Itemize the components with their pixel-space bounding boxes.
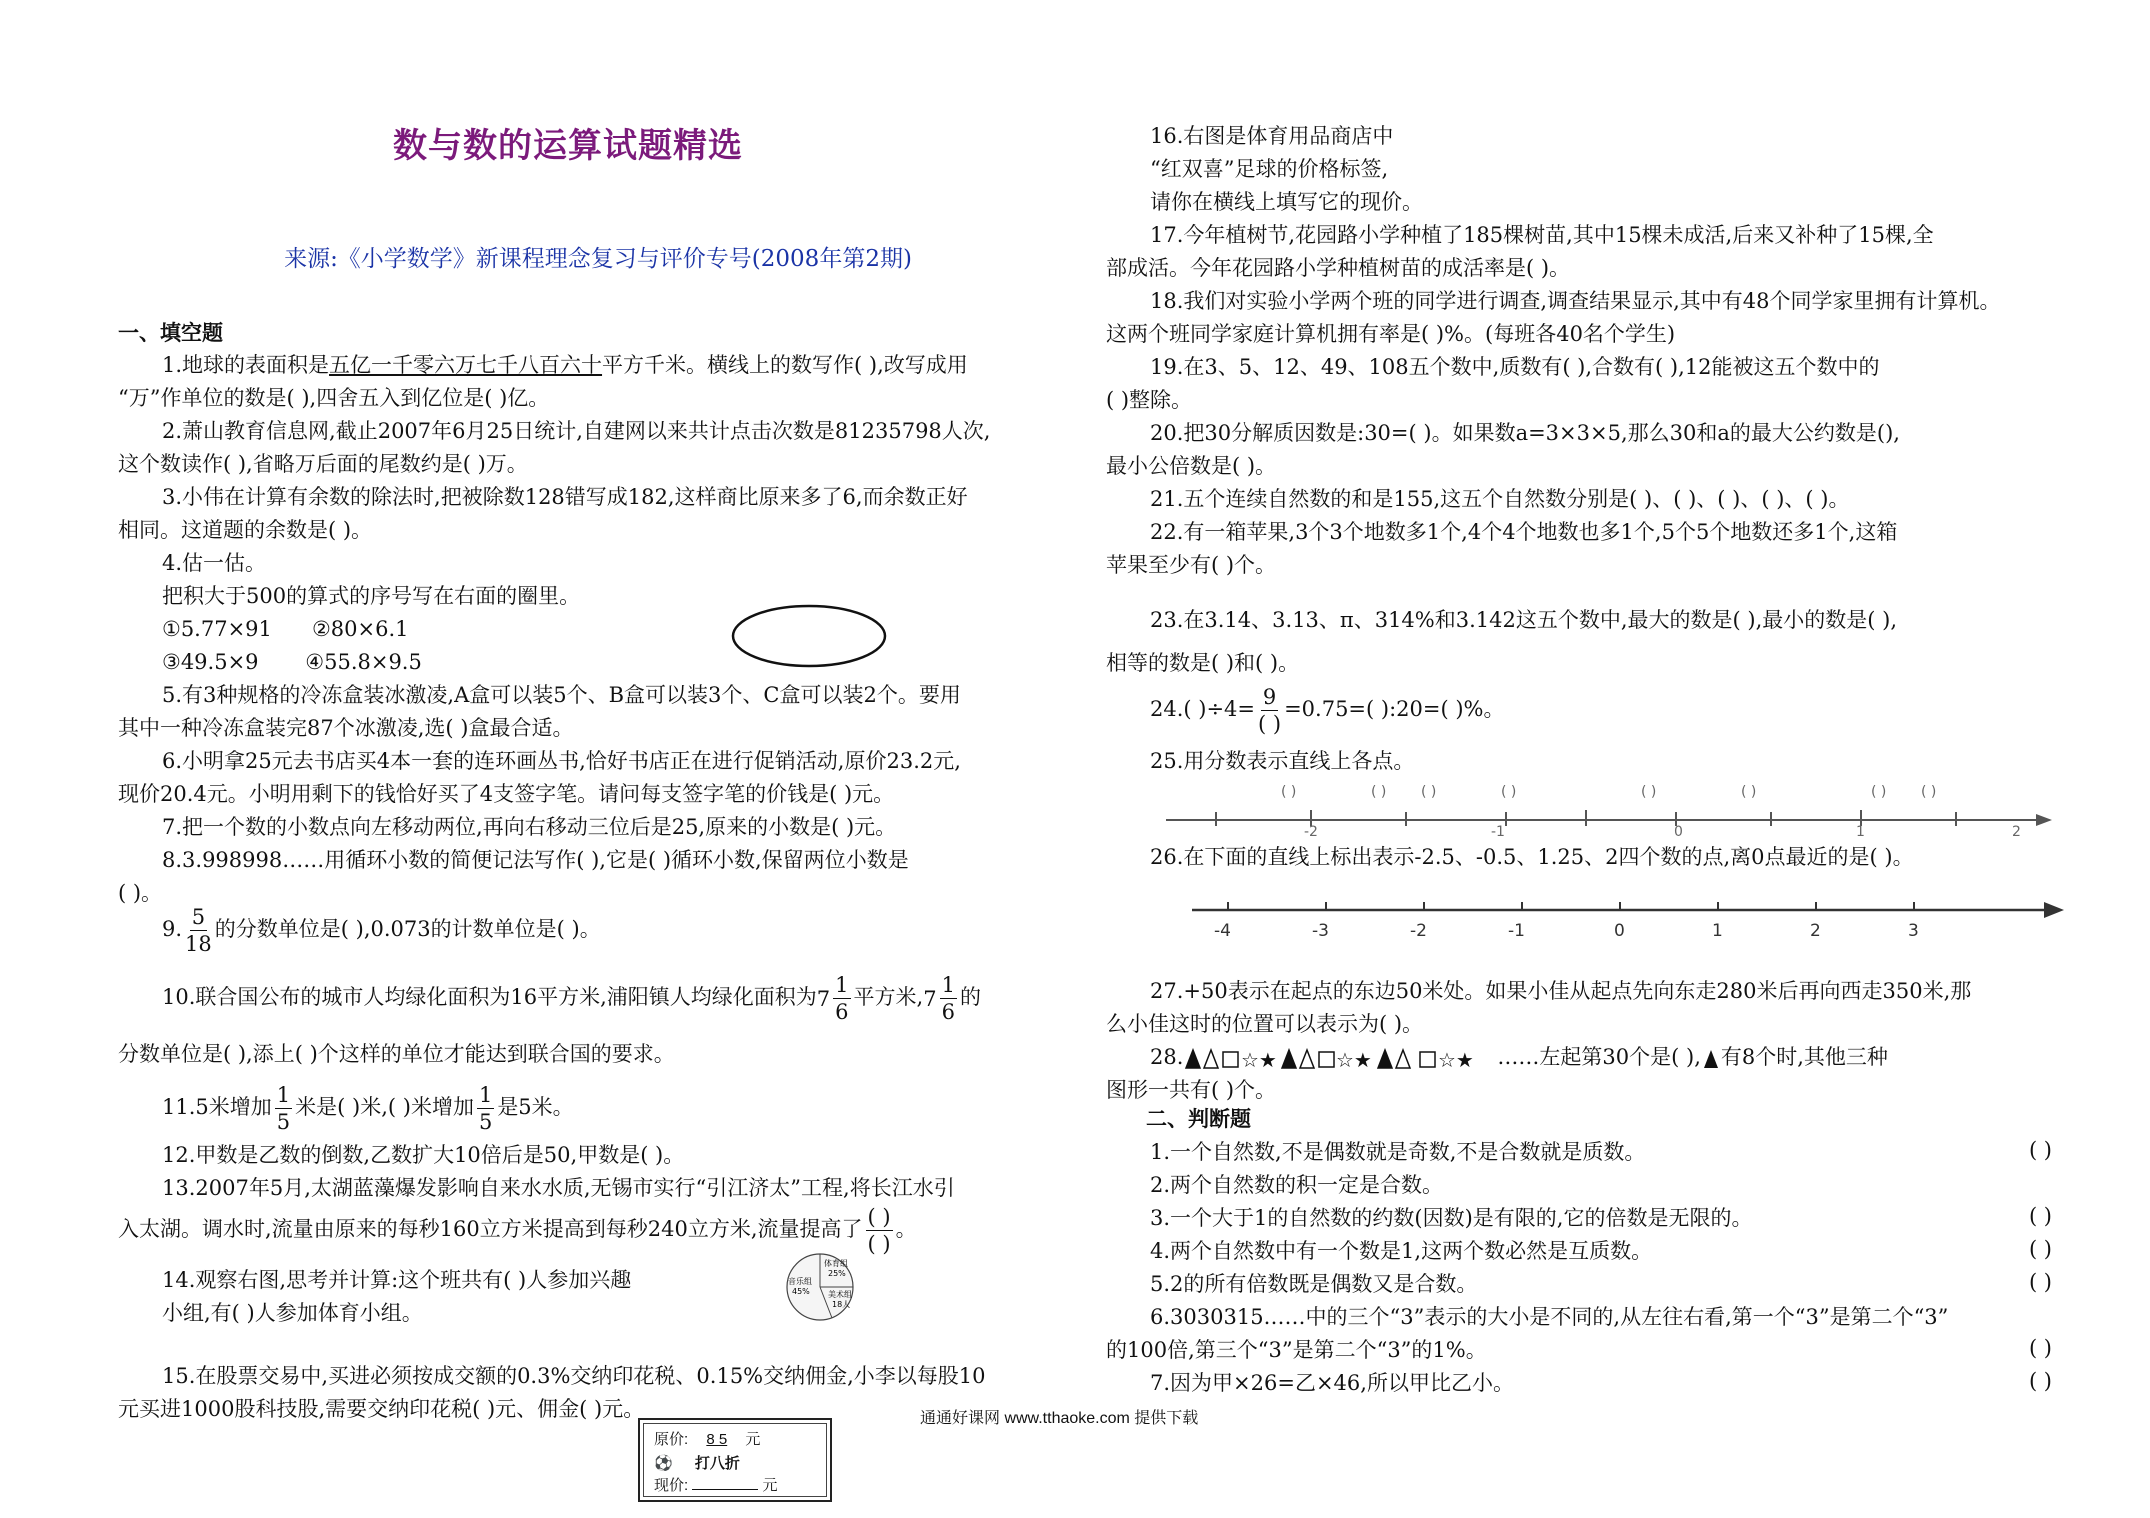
q21-line: 21.五个连续自然数的和是155,这五个自然数分别是( )、( )、( )、( )、( )。 <box>1150 487 1850 511</box>
q24-a: 24.( )÷4= <box>1150 697 1256 721</box>
q27-line-a: 27.+50表示在起点的东边50米处。如果小佳从起点先向东走280米后再向西走350米,那 <box>1150 979 1972 1003</box>
pie-count-art: 18人 <box>832 1300 851 1309</box>
q13-text: 入太湖。调水时,流量由原来的每秒160立方米提高到每秒240立方米,流量提高了 <box>118 1217 863 1241</box>
tag-orig-unit: 元 <box>745 1431 761 1448</box>
pie-label-sports: 体育组 <box>824 1259 848 1268</box>
q3-line-b: 相同。这道题的余数是( )。 <box>118 518 373 542</box>
j7-paren[interactable]: ( ) <box>2028 1369 2052 1393</box>
svg-text:( ): ( ) <box>1501 784 1517 800</box>
q11-line <box>162 1082 574 1135</box>
q4-line-c: ①5.77×91 ②80×6.1 <box>162 617 409 641</box>
j1-paren[interactable]: ( ) <box>2028 1138 2052 1162</box>
q1-line-b: “万”作单位的数是( ),四舍五入到亿位是( )亿。 <box>118 386 550 410</box>
q8-line-a: 8.3.998998……用循环小数的简便记法写作( ),它是( )循环小数,保留两位小数是 <box>162 848 909 872</box>
q11-frac <box>275 1082 292 1135</box>
q24-den: ( ) <box>1258 712 1282 736</box>
pie-label-music: 音乐组 <box>788 1277 812 1286</box>
triangle-icon <box>1702 1048 1720 1070</box>
footer-credit: 通通好课网 www.tthaoke.com 提供下载 <box>920 1410 1199 1427</box>
svg-text:( ): ( ) <box>1741 784 1757 800</box>
q15-line-b: 元买进1000股科技股,需要交纳印花税( )元、佣金( )元。 <box>118 1397 645 1421</box>
q4-line-b: 把积大于500的算式的序号写在右面的圈里。 <box>162 584 581 608</box>
j2-line: 2.两个自然数的积一定是合数。 <box>1150 1173 1444 1197</box>
pie-pct-sports: 25% <box>828 1269 846 1278</box>
tag-now-label: 现价: <box>654 1477 689 1494</box>
q10-whole: 7 <box>816 986 831 1011</box>
source-line: 来源:《小学数学》新课程理念复习与评价专号(2008年第2期) <box>284 246 912 272</box>
q10-num: 1 <box>835 973 849 997</box>
q11-c: 是5米。 <box>497 1095 574 1119</box>
j6-line-b: 的100倍,第三个“3”是第二个“3”的1%。 <box>1106 1338 1487 1362</box>
q24-b: =0.75=( ):20=( )%。 <box>1284 697 1505 721</box>
q14-line-b: 小组,有( )人参加体育小组。 <box>162 1301 423 1325</box>
q9-line <box>162 904 601 957</box>
j6-paren[interactable]: ( ) <box>2028 1336 2052 1360</box>
j6-line-a: 6.3030315……中的三个“3”表示的大小是不同的,从左往右看,第一个“3”是第二个“3” <box>1150 1305 1949 1329</box>
q15-line-a: 15.在股票交易中,买进必须按成交额的0.3%交纳印花税、0.15%交纳佣金,小李以每股10 <box>162 1364 986 1388</box>
q10-whole-2: 7 <box>923 986 937 1011</box>
q13-num: ( ) <box>867 1205 891 1229</box>
q18-line-b: 这两个班同学家庭计算机拥有率是( )%。(每班各40名个学生) <box>1106 322 1676 346</box>
q24-num: 9 <box>1262 685 1277 709</box>
q13-frac <box>866 1204 893 1257</box>
q4-line-a: 4.估一估。 <box>162 551 267 575</box>
q11-num-2: 1 <box>478 1083 493 1107</box>
q10-mixed-number <box>817 972 854 1025</box>
q13-line-a: 13.2007年5月,太湖蓝藻爆发影响自来水水质,无锡市实行“引江济太”工程,将长江水引 <box>162 1176 955 1200</box>
j4-paren[interactable]: ( ) <box>2028 1237 2052 1261</box>
q10-post: 的 <box>959 985 981 1009</box>
number-line-26 <box>1188 894 2068 944</box>
pie-pct-music: 45% <box>792 1287 810 1296</box>
svg-text:( ): ( ) <box>1641 784 1657 800</box>
q2-line-a: 2.萧山教育信息网,截止2007年6月25日统计,自建网以来共计点击次数是81235798人次, <box>162 419 991 443</box>
q28-line-b: 图形一共有( )个。 <box>1106 1078 1277 1102</box>
q11-frac-2 <box>477 1082 494 1135</box>
j1-line: 1.一个自然数,不是偶数就是奇数,不是合数就是质数。 <box>1150 1140 1646 1164</box>
q19-line-b: ( )整除。 <box>1106 388 1193 412</box>
q17-line-b: 部成活。今年花园路小学种植树苗的成活率是( )。 <box>1106 256 1571 280</box>
q16-line-a: 16.右图是体育用品商店中 <box>1150 124 1394 148</box>
q9-pre: 9. <box>162 917 183 941</box>
q1-post: 平方千米。横线上的数写作( ),改写成用 <box>602 353 968 377</box>
q24-line <box>1150 684 1505 737</box>
nl25-label-4: 2 <box>2012 824 2021 838</box>
svg-text:☆★: ☆★ <box>1336 1047 1373 1070</box>
q10-pre: 10.联合国公布的城市人均绿化面积为16平方米,浦阳镇人均绿化面积为 <box>162 985 817 1009</box>
q13-den: ( ) <box>867 1232 891 1256</box>
q28-line-a <box>1150 1043 1888 1071</box>
nl26-label-5: 1 <box>1712 921 1723 941</box>
q23-line-a: 23.在3.14、3.13、π、314%和3.142这五个数中,最大的数是( ),最小的数是( ), <box>1150 608 1898 632</box>
nl25-labels <box>1304 824 2021 838</box>
number-line-25 <box>1156 782 2056 838</box>
q1-pre: 1.地球的表面积是 <box>162 353 330 377</box>
section-true-false: 二、判断题 <box>1146 1106 1251 1131</box>
svg-text:☆★: ☆★ <box>1241 1047 1278 1070</box>
q10-den: 6 <box>835 1000 849 1024</box>
q10-line-b: 分数单位是( ),添上( )个这样的单位才能达到联合国的要求。 <box>118 1042 675 1066</box>
nl26-label-3: -1 <box>1508 921 1525 941</box>
j4-line: 4.两个自然数中有一个数是1,这两个数必然是互质数。 <box>1150 1239 1653 1263</box>
q24-frac <box>1258 684 1281 737</box>
nl26-label-0: -4 <box>1214 921 1231 941</box>
q9-den: 18 <box>185 932 212 956</box>
q9-fraction <box>185 904 212 957</box>
q26-line: 26.在下面的直线上标出表示-2.5、-0.5、1.25、2四个数的点,离0点最近的是( )。 <box>1150 845 1914 869</box>
q18-line-a: 18.我们对实验小学两个班的同学进行调查,调查结果显示,其中有48个同学家里拥有计算机。 <box>1150 289 2001 313</box>
pie-label-art: 美术组 <box>828 1290 852 1299</box>
q10-line-a <box>162 972 981 1025</box>
nl26-label-6: 2 <box>1810 921 1821 941</box>
q16-line-b: “红双喜”足球的价格标签, <box>1150 157 1389 181</box>
j5-paren[interactable]: ( ) <box>2028 1270 2052 1294</box>
page-title: 数与数的运算试题精选 <box>393 126 743 166</box>
nl25-label-0: -2 <box>1304 824 1318 838</box>
q9-post: 的分数单位是( ),0.073的计数单位是( )。 <box>214 917 601 941</box>
section-fill-blank: 一、填空题 <box>118 320 223 345</box>
svg-text:( ): ( ) <box>1371 784 1387 800</box>
nl25-label-2: 0 <box>1674 824 1683 838</box>
svg-text:☆★: ☆★ <box>1438 1047 1475 1070</box>
answer-oval <box>730 602 888 670</box>
nl26-label-7: 3 <box>1908 921 1919 941</box>
q8-line-b: ( )。 <box>118 881 163 905</box>
q13-line-b <box>118 1204 917 1257</box>
q5-line-b: 其中一种冷冻盒装完87个冰激凌,选( )盒最合适。 <box>118 716 574 740</box>
q14-line-a: 14.观察右图,思考并计算:这个班共有( )人参加兴趣 <box>162 1268 632 1292</box>
q1-line-a <box>162 351 968 379</box>
q28-end: 有8个时,其他三种 <box>1720 1045 1888 1069</box>
q6-line-b: 现价20.4元。小明用剩下的钱恰好买了4支签字笔。请问每支签字笔的价钱是( )元。 <box>118 782 895 806</box>
q4-line-d: ③49.5×9 ④55.8×9.5 <box>162 650 422 674</box>
tag-orig-label: 原价: <box>654 1431 689 1448</box>
q11-b: 米是( )米,( )米增加 <box>295 1095 474 1119</box>
svg-text:( ): ( ) <box>1871 784 1887 800</box>
j7-line: 7.因为甲×26=乙×46,所以甲比乙小。 <box>1150 1371 1514 1395</box>
q7-line: 7.把一个数的小数点向左移动两位,再向右移动三位后是25,原来的小数是( )元。 <box>162 815 897 839</box>
svg-text:( ): ( ) <box>1281 784 1297 800</box>
shape-sequence-icon <box>1184 1048 1416 1070</box>
q10-num-2: 1 <box>941 973 955 997</box>
q28-pre: 28. <box>1150 1045 1184 1069</box>
q10-mixed-number-2 <box>923 972 960 1025</box>
q1-underlined: 五亿一千零六万七千八百六十 <box>329 353 603 377</box>
tag-now-row <box>654 1474 778 1495</box>
j3-line: 3.一个大于1的自然数的约数(因数)是有限的,它的倍数是无限的。 <box>1150 1206 1753 1230</box>
svg-text:( ): ( ) <box>1421 784 1437 800</box>
q11-den: 5 <box>276 1110 291 1134</box>
nl25-label-1: -1 <box>1491 824 1505 838</box>
q10-mid: 平方米, <box>853 985 924 1009</box>
q25-line: 25.用分数表示直线上各点。 <box>1150 749 1415 773</box>
tag-now-unit: 元 <box>762 1477 778 1494</box>
svg-text:( ): ( ) <box>1921 784 1937 800</box>
nl25-label-3: 1 <box>1856 824 1865 838</box>
q2-line-b: 这个数读作( ),省略万后面的尾数约是( )万。 <box>118 452 528 476</box>
q13-end: 。 <box>895 1217 917 1241</box>
tag-orig-value: 8 5 <box>706 1431 728 1448</box>
q20-line-b: 最小公倍数是( )。 <box>1106 454 1277 478</box>
q3-line-a: 3.小伟在计算有余数的除法时,把被除数128错写成182,这样商比原来多了6,而余数正好 <box>162 485 968 509</box>
q28-post: ……左起第30个是( ), <box>1497 1045 1701 1069</box>
tag-discount-row <box>654 1452 740 1473</box>
q6-line-a: 6.小明拿25元去书店买4本一套的连环画丛书,恰好书店正在进行促销活动,原价23.2元, <box>162 749 961 773</box>
q22-line-b: 苹果至少有( )个。 <box>1106 553 1277 577</box>
nl26-label-2: -2 <box>1410 921 1427 941</box>
q27-line-b: 么小佳这时的位置可以表示为( )。 <box>1106 1012 1424 1036</box>
q23-line-b: 相等的数是( )和( )。 <box>1106 651 1300 675</box>
nl26-label-4: 0 <box>1614 921 1625 941</box>
j5-line: 5.2的所有倍数既是偶数又是合数。 <box>1150 1272 1478 1296</box>
q20-line-a: 20.把30分解质因数是:30=( )。如果数a=3×3×5,那么30和a的最大公约数是(), <box>1150 421 1900 445</box>
shape-sequence <box>1183 1045 1497 1069</box>
q12-line: 12.甲数是乙数的倒数,乙数扩大10倍后是50,甲数是( )。 <box>162 1143 685 1167</box>
q19-line-a: 19.在3、5、12、49、108五个数中,质数有( ),合数有( ),12能被这五个数中的 <box>1150 355 1880 379</box>
nl26-label-1: -3 <box>1312 921 1329 941</box>
q22-line-a: 22.有一箱苹果,3个3个地数多1个,4个4个地数也多1个,5个5个地数还多1个,这箱 <box>1150 520 1898 544</box>
interest-group-pie-chart <box>782 1252 858 1322</box>
j3-paren[interactable]: ( ) <box>2028 1204 2052 1228</box>
q5-line-a: 5.有3种规格的冷冻盒装冰激凌,A盒可以装5个、B盒可以装3个、C盒可以装2个。要用 <box>162 683 961 707</box>
tag-discount: 打八折 <box>694 1455 740 1472</box>
q16-line-c: 请你在横线上填写它的现价。 <box>1150 190 1423 214</box>
q9-num: 5 <box>191 905 206 929</box>
q11-den-2: 5 <box>478 1110 493 1134</box>
q17-line-a: 17.今年植树节,花园路小学种植了185棵树苗,其中15棵未成活,后来又补种了15棵,全 <box>1150 223 1934 247</box>
q11-a: 11.5米增加 <box>162 1095 272 1119</box>
tag-original-row <box>654 1428 760 1449</box>
q10-frac <box>833 972 850 1025</box>
price-tag <box>638 1418 832 1502</box>
shape-sequence-tail-icon <box>1418 1048 1496 1070</box>
football-icon: ⚽ <box>654 1455 673 1472</box>
q10-den-2: 6 <box>941 1000 955 1024</box>
q10-frac-2 <box>940 972 957 1025</box>
q11-num: 1 <box>276 1083 291 1107</box>
